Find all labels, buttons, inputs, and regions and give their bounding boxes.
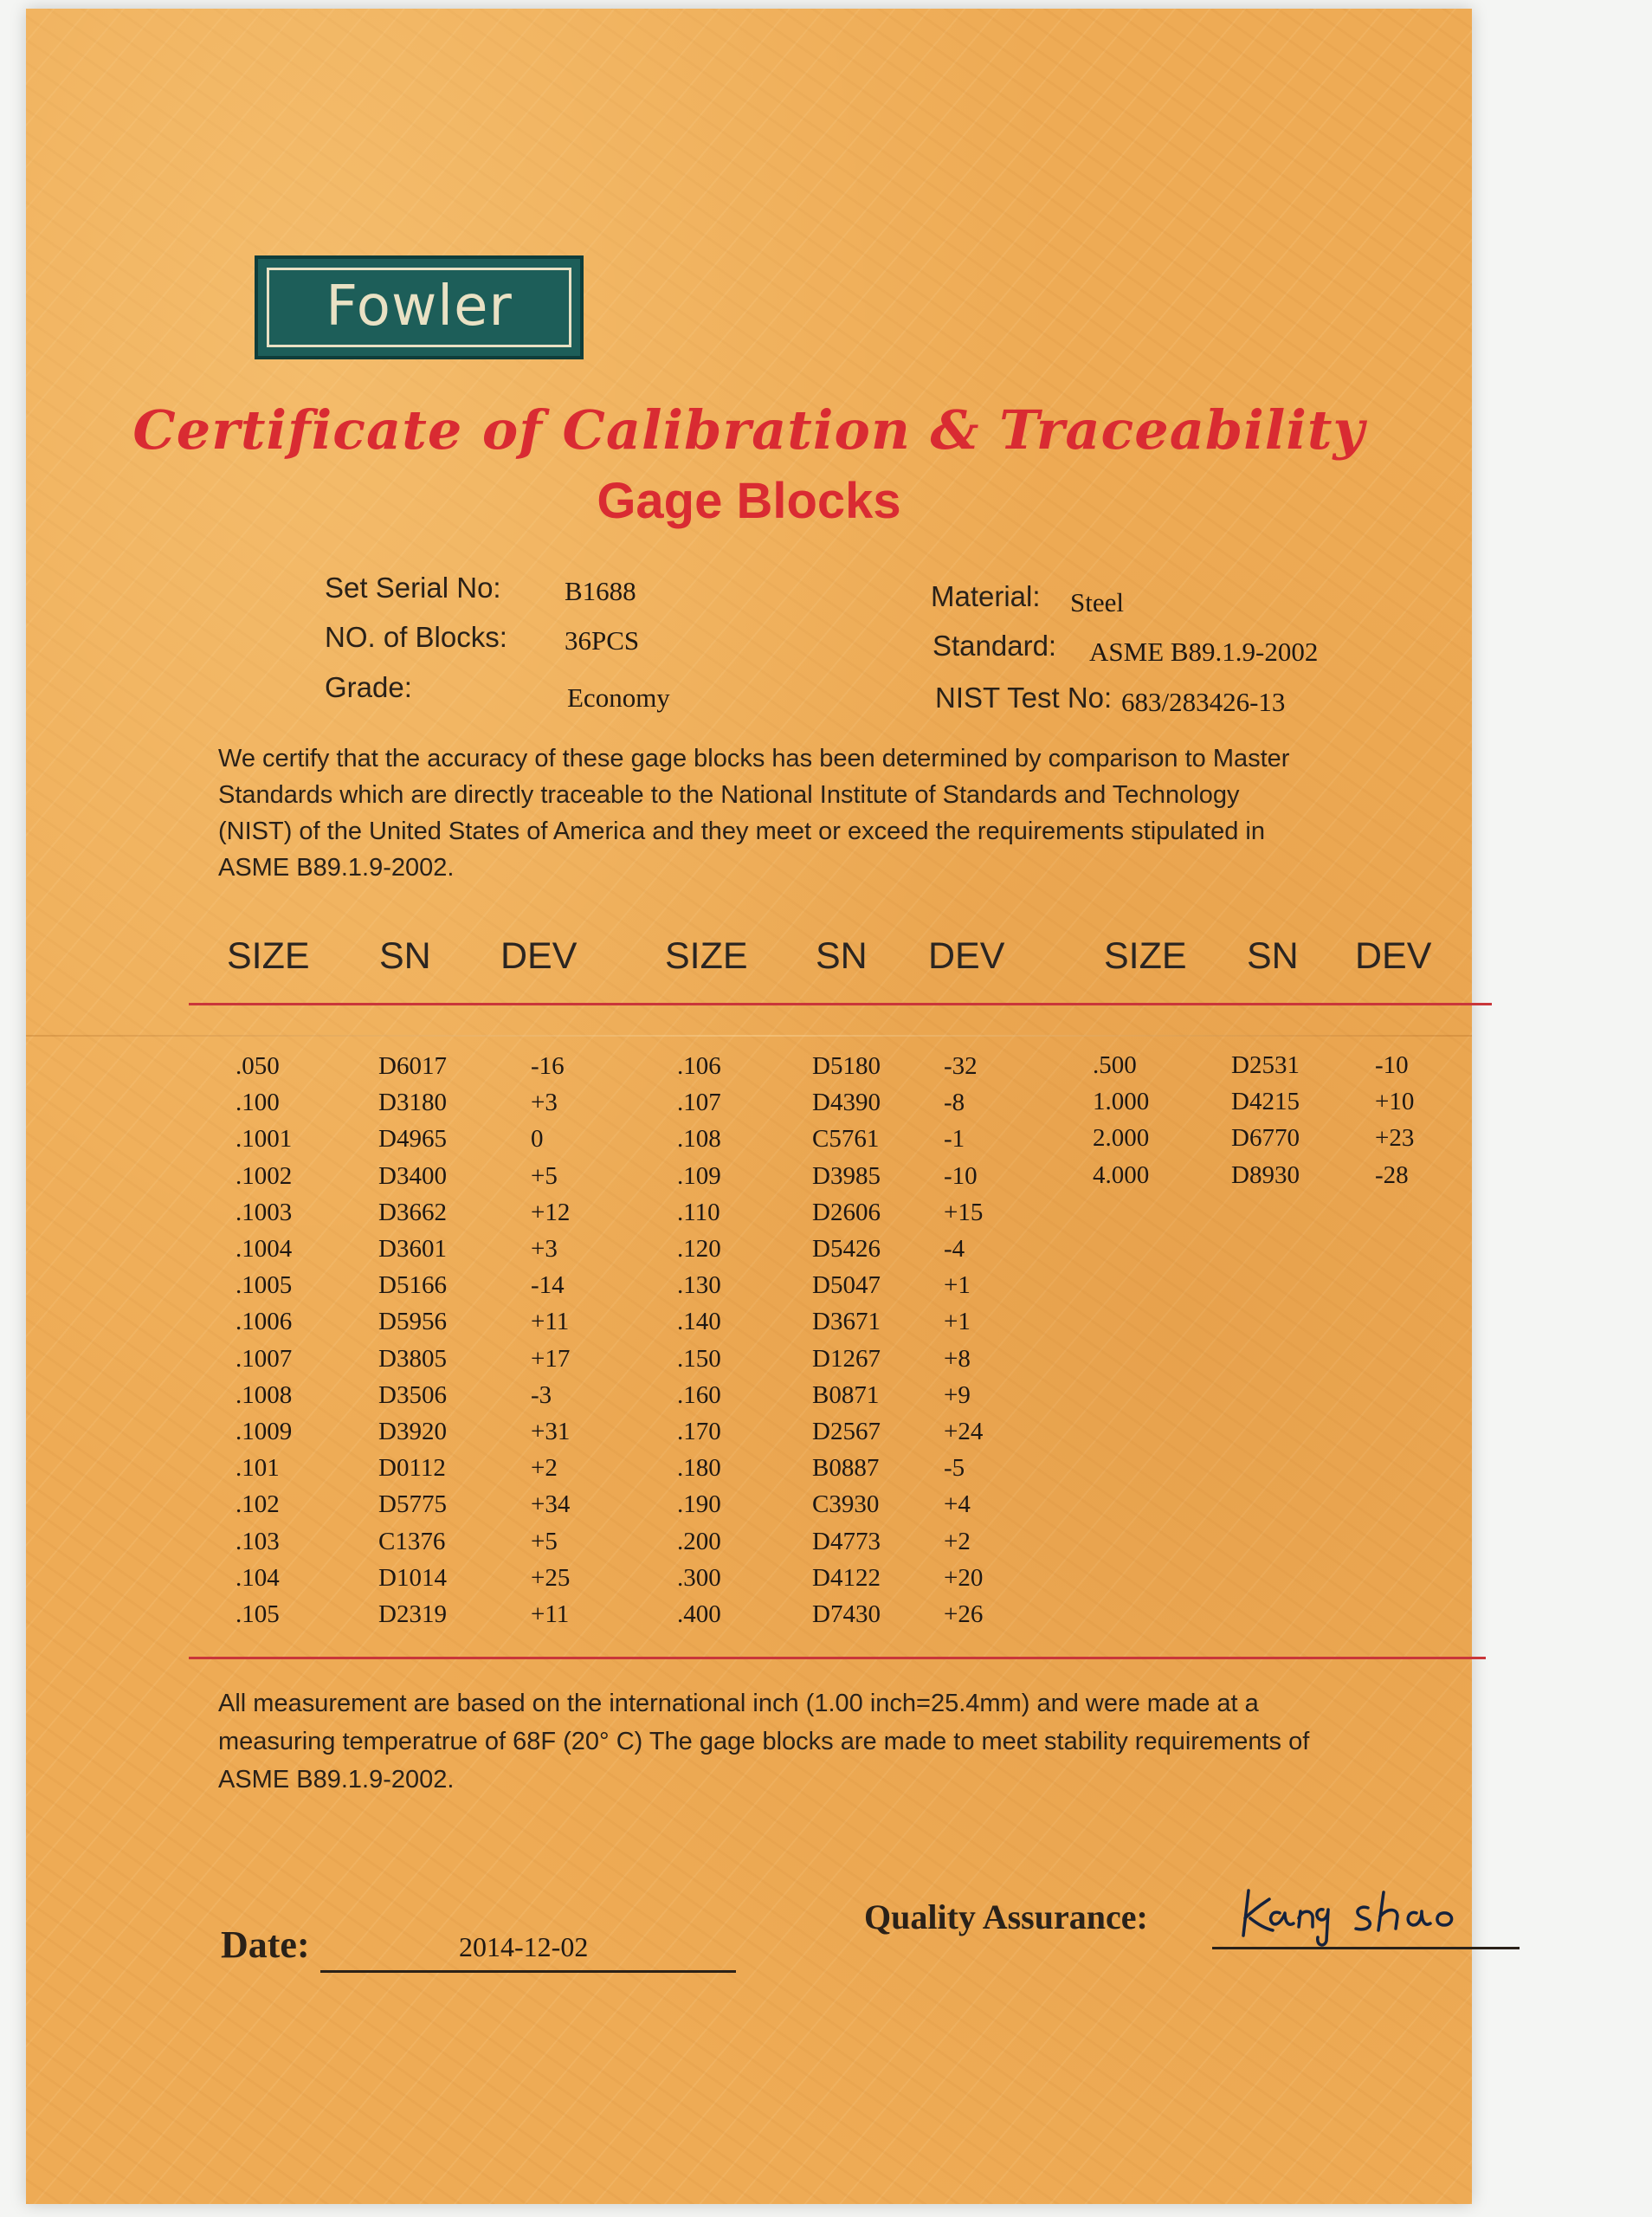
header-sn-1: SN <box>379 935 431 977</box>
table-cell-sn: D1267 <box>812 1345 881 1373</box>
table-cell-size: 2.000 <box>1093 1124 1150 1152</box>
table-cell-dev: +11 <box>531 1308 570 1335</box>
serial-value: B1688 <box>565 576 636 606</box>
table-cell-dev: +23 <box>1375 1124 1415 1152</box>
table-cell-size: .102 <box>236 1490 280 1518</box>
fowler-logo <box>255 255 584 359</box>
table-cell-dev: +10 <box>1375 1088 1415 1115</box>
table-cell-dev: +2 <box>531 1454 558 1482</box>
table-cell-size: .104 <box>236 1564 280 1592</box>
table-cell-dev: +8 <box>944 1345 971 1373</box>
table-cell-size: .050 <box>236 1052 280 1080</box>
table-cell-size: .150 <box>677 1345 721 1373</box>
date-underline <box>320 1970 736 1973</box>
table-cell-dev: -14 <box>531 1271 565 1299</box>
header-size-1: SIZE <box>227 935 310 977</box>
table-cell-dev: -4 <box>944 1235 965 1263</box>
table-cell-size: .1003 <box>236 1199 293 1226</box>
table-cell-sn: C5761 <box>812 1125 880 1153</box>
material-label: Material: <box>931 580 1041 612</box>
table-cell-size: .108 <box>677 1125 721 1153</box>
table-cell-dev: -28 <box>1375 1161 1409 1189</box>
certification-paragraph <box>218 740 1465 886</box>
table-cell-dev: +1 <box>944 1308 971 1335</box>
table-cell-size: .180 <box>677 1454 721 1482</box>
table-cell-dev: -5 <box>944 1454 965 1482</box>
measurement-line: measuring temperatrue of 68F (20° C) The gage blocks are made to meet stability requirements of <box>218 1728 1310 1755</box>
quality-assurance-label: Quality Assurance: <box>864 1897 1148 1936</box>
table-cell-size: .1007 <box>236 1345 293 1373</box>
table-cell-size: .130 <box>677 1271 721 1299</box>
table-cell-size: .500 <box>1093 1051 1137 1079</box>
table-cell-size: 4.000 <box>1093 1161 1150 1189</box>
table-cell-sn: D5180 <box>812 1052 881 1080</box>
certification-line: (NIST) of the United States of America and they meet or exceed the requirements stipulated in <box>218 818 1265 845</box>
table-cell-sn: C3930 <box>812 1490 880 1518</box>
table-cell-dev: +3 <box>531 1089 558 1116</box>
table-cell-dev: -10 <box>944 1162 978 1190</box>
table-cell-sn: D3985 <box>812 1162 881 1190</box>
table-cell-dev: +5 <box>531 1528 558 1555</box>
table-cell-sn: D3920 <box>378 1418 447 1445</box>
table-cell-dev: +11 <box>531 1600 570 1628</box>
certification-line: We certify that the accuracy of these gage blocks has been determined by comparison to Master <box>218 745 1290 772</box>
header-sn-2: SN <box>816 935 868 977</box>
table-cell-sn: D2319 <box>378 1600 447 1628</box>
certificate-page <box>26 9 1472 2204</box>
nist-value: 683/283426-13 <box>1121 687 1286 717</box>
header-dev-2: DEV <box>928 935 1005 977</box>
table-cell-size: .200 <box>677 1528 721 1555</box>
table-cell-sn: D3506 <box>378 1381 447 1409</box>
table-cell-sn: D0112 <box>378 1454 446 1482</box>
table-cell-size: .103 <box>236 1528 280 1555</box>
header-dev-3: DEV <box>1355 935 1432 977</box>
table-cell-size: .160 <box>677 1381 721 1409</box>
signature-image <box>1238 1884 1507 1949</box>
table-cell-sn: D5047 <box>812 1271 881 1299</box>
nist-label: NIST Test No: <box>935 682 1113 714</box>
table-cell-sn: D4773 <box>812 1528 881 1555</box>
certification-line: ASME B89.1.9-2002. <box>218 854 455 882</box>
grade-label: Grade: <box>325 671 412 703</box>
table-cell-sn: D4390 <box>812 1089 881 1116</box>
table-cell-size: 1.000 <box>1093 1088 1150 1115</box>
table-cell-size: .1002 <box>236 1162 293 1190</box>
table-cell-dev: -1 <box>944 1125 965 1153</box>
table-cell-sn: D3180 <box>378 1089 447 1116</box>
table-cell-dev: +5 <box>531 1162 558 1190</box>
table-cell-dev: 0 <box>531 1125 544 1153</box>
measurement-paragraph <box>218 1684 1465 1799</box>
table-cell-sn: D5775 <box>378 1490 447 1518</box>
table-cell-sn: D2531 <box>1231 1051 1300 1079</box>
table-cell-sn: D3805 <box>378 1345 447 1373</box>
standard-value: ASME B89.1.9-2002 <box>1089 637 1319 667</box>
table-cell-sn: D7430 <box>812 1600 881 1628</box>
date-value: 2014-12-02 <box>459 1931 589 1962</box>
table-cell-dev: -10 <box>1375 1051 1409 1079</box>
header-size-2: SIZE <box>665 935 748 977</box>
table-cell-size: .105 <box>236 1600 280 1628</box>
table-top-rule <box>189 1003 1492 1005</box>
table-cell-dev: +3 <box>531 1235 558 1263</box>
header-size-3: SIZE <box>1104 935 1187 977</box>
table-cell-size: .1004 <box>236 1235 293 1263</box>
table-cell-size: .106 <box>677 1052 721 1080</box>
measurement-line: ASME B89.1.9-2002. <box>218 1766 455 1794</box>
table-cell-size: .1006 <box>236 1308 293 1335</box>
table-cell-dev: -8 <box>944 1089 965 1116</box>
measurement-line: All measurement are based on the international inch (1.00 inch=25.4mm) and were made at a <box>218 1690 1259 1717</box>
table-cell-sn: D3601 <box>378 1235 447 1263</box>
table-cell-dev: +34 <box>531 1490 571 1518</box>
table-cell-size: .300 <box>677 1564 721 1592</box>
table-cell-size: .107 <box>677 1089 721 1116</box>
table-cell-dev: -16 <box>531 1052 565 1080</box>
table-cell-size: .101 <box>236 1454 280 1482</box>
table-cell-dev: +17 <box>531 1345 571 1373</box>
table-cell-sn: D5956 <box>378 1308 447 1335</box>
table-cell-sn: D3671 <box>812 1308 881 1335</box>
table-cell-sn: C1376 <box>378 1528 446 1555</box>
signature-underline <box>1212 1947 1520 1949</box>
table-cell-sn: D3400 <box>378 1162 447 1190</box>
table-cell-dev: +24 <box>944 1418 984 1445</box>
table-cell-sn: D1014 <box>378 1564 447 1592</box>
table-cell-dev: -3 <box>531 1381 552 1409</box>
table-cell-size: .400 <box>677 1600 721 1628</box>
standard-label: Standard: <box>932 630 1057 662</box>
certification-line: Standards which are directly traceable to the National Institute of Standards and Technology <box>218 781 1240 809</box>
table-cell-dev: +25 <box>531 1564 571 1592</box>
table-cell-sn: D8930 <box>1231 1161 1300 1189</box>
table-cell-size: .1001 <box>236 1125 293 1153</box>
material-value: Steel <box>1070 587 1124 617</box>
paper-fold <box>26 1035 1472 1037</box>
table-cell-sn: B0871 <box>812 1381 880 1409</box>
table-cell-size: .1005 <box>236 1271 293 1299</box>
table-cell-sn: B0887 <box>812 1454 880 1482</box>
table-cell-dev: +26 <box>944 1600 984 1628</box>
table-cell-size: .109 <box>677 1162 721 1190</box>
table-cell-size: .140 <box>677 1308 721 1335</box>
table-cell-dev: +15 <box>944 1199 984 1226</box>
certificate-subtitle: Gage Blocks <box>597 473 901 529</box>
blocks-value: 36PCS <box>565 625 640 656</box>
table-bottom-rule <box>189 1657 1486 1659</box>
table-cell-dev: +12 <box>531 1199 571 1226</box>
table-cell-size: .190 <box>677 1490 721 1518</box>
table-cell-sn: D2567 <box>812 1418 881 1445</box>
serial-label: Set Serial No: <box>325 572 501 604</box>
table-cell-sn: D4215 <box>1231 1088 1300 1115</box>
table-cell-size: .100 <box>236 1089 280 1116</box>
table-cell-sn: D2606 <box>812 1199 881 1226</box>
table-cell-dev: +2 <box>944 1528 971 1555</box>
table-cell-dev: -32 <box>944 1052 978 1080</box>
table-cell-dev: +9 <box>944 1381 971 1409</box>
logo-text: Fowler <box>267 268 571 347</box>
table-cell-size: .1008 <box>236 1381 293 1409</box>
date-label: Date: <box>221 1923 310 1966</box>
table-cell-sn: D5426 <box>812 1235 881 1263</box>
table-cell-sn: D5166 <box>378 1271 447 1299</box>
grade-value: Economy <box>567 682 670 713</box>
table-cell-dev: +1 <box>944 1271 971 1299</box>
table-cell-size: .170 <box>677 1418 721 1445</box>
table-cell-dev: +20 <box>944 1564 984 1592</box>
table-cell-dev: +31 <box>531 1418 571 1445</box>
table-cell-sn: D4965 <box>378 1125 447 1153</box>
table-cell-size: .1009 <box>236 1418 293 1445</box>
certificate-title: Certificate of Calibration & Traceability <box>132 398 1365 462</box>
table-cell-sn: D6770 <box>1231 1124 1300 1152</box>
table-cell-sn: D6017 <box>378 1052 447 1080</box>
table-cell-size: .120 <box>677 1235 721 1263</box>
table-cell-dev: +4 <box>944 1490 971 1518</box>
blocks-label: NO. of Blocks: <box>325 621 507 653</box>
table-cell-size: .110 <box>677 1199 720 1226</box>
table-cell-sn: D3662 <box>378 1199 447 1226</box>
header-dev-1: DEV <box>500 935 578 977</box>
table-cell-sn: D4122 <box>812 1564 881 1592</box>
header-sn-3: SN <box>1247 935 1299 977</box>
